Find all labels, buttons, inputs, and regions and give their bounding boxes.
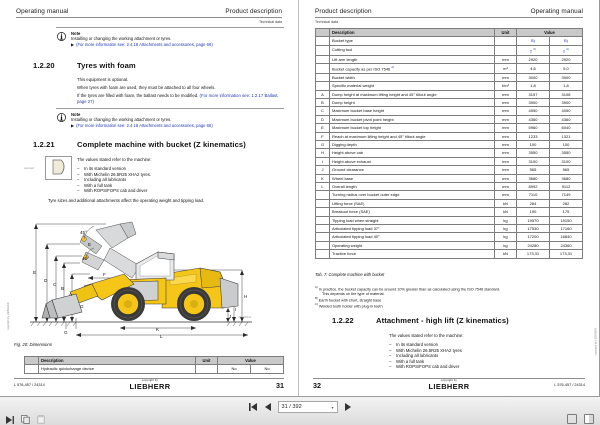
cell-value-2: 3000	[550, 73, 583, 81]
cell-unit: mm	[495, 149, 517, 157]
cell-description: Bucket type	[330, 37, 495, 45]
running-head-rule	[315, 17, 583, 18]
cell-description: Tipping load when straight	[330, 216, 495, 224]
cell-unit: mm	[495, 191, 517, 199]
triangle-bullet-icon: ▶	[71, 41, 75, 47]
svg-text:I: I	[235, 307, 237, 312]
cell-key	[316, 37, 330, 45]
cell-unit: mm	[495, 140, 517, 148]
skip-to-first-icon[interactable]	[248, 402, 259, 413]
svg-text:D: D	[44, 278, 48, 283]
th-description: Description	[39, 357, 196, 365]
heading-1-2-22	[332, 316, 589, 325]
cell-unit	[196, 365, 218, 373]
footnotes-block	[315, 286, 585, 309]
cell-description: Height above cab	[330, 149, 495, 157]
brand-logo	[409, 379, 489, 391]
running-head-left-text: Operating manual	[16, 8, 69, 15]
cell-key	[316, 241, 330, 249]
table-row	[316, 73, 583, 81]
cell-unit: kg	[495, 225, 517, 233]
cell-value-2: 3900	[550, 98, 583, 106]
cell-key: E	[316, 124, 330, 132]
table-row	[316, 182, 583, 190]
th-key	[25, 357, 39, 365]
cell-unit: mm	[495, 115, 517, 123]
cell-unit: mm	[495, 157, 517, 165]
cell-value-2: 3108	[550, 90, 583, 98]
cell-key	[316, 225, 330, 233]
cell-unit: kN	[495, 208, 517, 216]
heading-title: Complete machine with bucket (Z kinematics)	[77, 140, 246, 149]
cell-description: Digging depth	[330, 140, 495, 148]
running-head-left-page	[16, 8, 282, 15]
brand-name: LIEBHERR	[129, 382, 171, 391]
cell-value-1: 190	[517, 208, 550, 216]
th-key	[316, 29, 330, 37]
sub-head-left-page: Technical data	[259, 19, 282, 24]
table-row	[316, 107, 583, 115]
cell-key	[316, 208, 330, 216]
svg-text:K: K	[156, 327, 160, 332]
paste-icon[interactable]	[36, 414, 47, 425]
cell-key: I	[316, 157, 330, 165]
cell-description: Maximum bucket base height	[330, 107, 495, 115]
paragraph-tyre-sizes: Tyre sizes and additional attachments affect the operating weight and tipping load.	[48, 198, 205, 203]
table-header-row	[316, 29, 583, 37]
list-item: – Including all lubricants	[77, 177, 286, 183]
table-row	[316, 140, 583, 148]
heading-title: Attachment - high lift (Z kinematics)	[376, 316, 509, 325]
footer-doc-id: L 576-457 / 24314	[554, 383, 585, 387]
toolbar-left-tools	[4, 414, 47, 425]
cell-value-2: 1,8	[550, 82, 583, 90]
cell-value-2: 3550	[550, 149, 583, 157]
paragraph-optional: This equipment is optional.	[77, 77, 129, 82]
right-page-side-code: copyright by LIEBHERR	[595, 327, 598, 356]
cell-unit	[495, 45, 517, 55]
machine-spec-list-2	[389, 342, 587, 370]
svg-text:G: G	[80, 304, 84, 309]
cell-unit: mm	[495, 132, 517, 140]
cell-description: Hydraulic quickchange device	[39, 365, 196, 373]
cell-value-1: 284	[517, 199, 550, 207]
cell-value-1: 4,6	[517, 63, 550, 73]
cell-value-2: B)	[550, 37, 583, 45]
copy-icon[interactable]	[20, 414, 31, 425]
ballast-cross-reference[interactable]: (For more information see: 1.2.17 Ballast, page 27)	[77, 93, 279, 104]
cell-unit: mm	[495, 73, 517, 81]
list-item: – With Michelin 26.5R25 XHA2 tyres.	[77, 172, 286, 178]
heading-1-2-20	[33, 61, 284, 70]
table-row	[316, 225, 583, 233]
heading-number: 1.2.20	[33, 61, 55, 70]
fit-width-icon[interactable]	[584, 414, 594, 424]
cell-value-1: 3100	[517, 157, 550, 165]
table-row	[316, 63, 583, 73]
cell-key	[316, 45, 330, 55]
running-head-right-text: Product description	[225, 8, 282, 15]
cell-value-1: 565	[517, 166, 550, 174]
note-block-2	[56, 108, 284, 129]
paragraph-values-refer: The values stated refer to the machine:	[77, 157, 152, 162]
svg-text:J: J	[229, 314, 232, 319]
heading-number: 1.2.21	[33, 140, 55, 149]
next-page-icon[interactable]	[342, 402, 353, 413]
cell-value-1: 17200	[517, 233, 550, 241]
footnote-marker: C)	[566, 47, 570, 51]
table-row	[316, 98, 583, 106]
svg-text:H: H	[244, 294, 248, 299]
table-row	[316, 157, 583, 165]
cell-key	[316, 233, 330, 241]
cell-unit: m³	[495, 63, 517, 73]
table-row	[316, 174, 583, 182]
cell-value-1: 1233	[517, 132, 550, 140]
cell-value-1: 4050	[517, 107, 550, 115]
footnote-text-c: Welded tooth holder with plug-in teeth	[318, 304, 383, 309]
cell-key: A	[316, 90, 330, 98]
footnote-mark-a: A)	[315, 286, 318, 289]
table-row	[316, 37, 583, 45]
cell-value-1: 4360	[517, 115, 550, 123]
footnote-c	[315, 303, 585, 309]
heading-title: Tyres with foam	[77, 61, 136, 70]
footer-page-number: 31	[276, 381, 284, 390]
cell-description: Maximum bucket pivot point height	[330, 115, 495, 123]
cell-description: Cutting tool	[330, 45, 495, 55]
th-value: Value	[517, 29, 583, 37]
cell-description: Tractive force	[330, 250, 495, 258]
cell-key: B	[316, 98, 330, 106]
list-item: – With a full tank	[389, 359, 587, 365]
cell-value-2: 100	[550, 140, 583, 148]
cell-value-2: 19150	[550, 216, 583, 224]
table-row	[316, 124, 583, 132]
list-item: – In its standard version	[77, 166, 286, 172]
cell-value-1: 173,31	[517, 250, 550, 258]
cell-value-1: 2920	[517, 55, 550, 63]
cell-value-1: 3900	[517, 98, 550, 106]
cell-key: C	[316, 107, 330, 115]
footnote-marker: C)	[533, 47, 537, 51]
cell-value-2: 565	[550, 166, 583, 174]
note-text: Installing or changing the working attachment or tyres.	[71, 35, 172, 41]
table-header-row	[25, 357, 284, 365]
cell-value-2: 16840	[550, 233, 583, 241]
cell-value-1: 3000	[517, 73, 550, 81]
cell-description: Ground clearance	[330, 166, 495, 174]
cell-key: F	[316, 132, 330, 140]
svg-text:E: E	[88, 242, 92, 247]
note-block-1	[56, 27, 284, 48]
cell-value-1: 24280	[517, 241, 550, 249]
svg-text:C: C	[53, 282, 57, 287]
cell-description: Dump height	[330, 98, 495, 106]
page-indicator-text: 31 / 392	[281, 404, 302, 410]
cell-value-1: 7110	[517, 191, 550, 199]
cell-value-1: B)	[517, 37, 550, 45]
spec-table-body	[316, 37, 583, 258]
brand-logo	[110, 379, 190, 391]
cell-description: Overall length	[330, 182, 495, 190]
th-unit: Unit	[495, 29, 517, 37]
page-indicator-input[interactable]	[278, 401, 338, 413]
table-row	[316, 233, 583, 241]
cell-description: Reach at maximum lifting height and 45° tiltout angle	[330, 132, 495, 140]
table-row	[316, 82, 583, 90]
cell-key	[25, 365, 39, 373]
viewer-toolbar	[0, 396, 600, 425]
svg-text:G: G	[64, 330, 68, 335]
cell-value-2: 175	[550, 208, 583, 216]
brand-name: LIEBHERR	[428, 382, 470, 391]
svg-text:LWL/20012: LWL/20012	[238, 316, 252, 319]
svg-text:45°: 45°	[80, 230, 87, 235]
cell-description: Turning radius over bucket outer edge	[330, 191, 495, 199]
cell-value-2: 3680	[550, 174, 583, 182]
cell-description: Articulated tipping load 40°	[330, 233, 495, 241]
cell-value-1: 3550	[517, 149, 550, 157]
cell-description: Articulated tipping load 37°	[330, 225, 495, 233]
cell-key	[316, 250, 330, 258]
cell-unit: mm	[495, 107, 517, 115]
cell-unit: mm	[495, 174, 517, 182]
cell-description: Height above exhaust	[330, 157, 495, 165]
hydraulic-quickchange-table	[24, 356, 284, 374]
left-page-side-code: copyright by LIEBHERR	[7, 302, 10, 330]
cell-value-2: No	[251, 365, 284, 373]
cell-value-1: 100	[517, 140, 550, 148]
table-row	[316, 191, 583, 199]
running-head-rule	[16, 17, 282, 18]
cell-unit: kN	[495, 250, 517, 258]
figure-dimensions-drawing	[24, 208, 284, 340]
play-icon[interactable]	[4, 414, 15, 425]
cell-description: Lifting force (SAE)	[330, 199, 495, 207]
table-row	[316, 115, 583, 123]
cell-unit: t/m³	[495, 82, 517, 90]
list-item: – With ROPS/FOPS cab and driver	[389, 364, 587, 370]
paragraph-values-refer-2: The values stated refer to the machine:	[389, 333, 464, 338]
table-row	[316, 216, 583, 224]
cell-description: Maximum bucket top height	[330, 124, 495, 132]
note-title: Note	[71, 111, 81, 117]
cell-unit: mm	[495, 182, 517, 190]
cell-description: Wheel base	[330, 174, 495, 182]
svg-text:L: L	[160, 334, 163, 339]
footer-doc-id: L 576-457 / 24314	[14, 383, 45, 387]
cell-value-1: 19570	[517, 216, 550, 224]
footnote-mark-b: B)	[315, 297, 318, 301]
cell-description: Breakout force (SAE)	[330, 208, 495, 216]
footer-page-number: 32	[313, 381, 321, 390]
sub-head-right-page: Technical data	[315, 19, 338, 24]
paragraph-ballast	[77, 93, 284, 104]
table-row	[316, 90, 583, 98]
cell-value-1: 1,8	[517, 82, 550, 90]
bucket-thumbnail-icon	[45, 156, 72, 180]
footnote-marker: A)	[391, 65, 395, 69]
cell-value-2: 1321	[550, 132, 583, 140]
cell-value-2: 3100	[550, 157, 583, 165]
toolbar-right-tools	[567, 414, 594, 424]
cell-description: Specific material weight	[330, 82, 495, 90]
info-icon	[56, 112, 67, 123]
cross-reference-text: (For more information see: 2.4.18 Attachments and accessories, page 66)	[76, 41, 213, 47]
cell-unit: mm	[495, 90, 517, 98]
table-row	[316, 199, 583, 207]
cell-value-1: 3157	[517, 90, 550, 98]
cell-unit: mm	[495, 98, 517, 106]
cell-key: H	[316, 149, 330, 157]
table-row	[316, 45, 583, 55]
running-head-right-page	[315, 8, 583, 15]
cell-value-2: 5,0	[550, 63, 583, 73]
cell-value-1: No	[218, 365, 251, 373]
list-item: – In its standard version	[389, 342, 587, 348]
running-head-left-text: Product description	[315, 8, 372, 15]
running-head-right-text: Operating manual	[530, 8, 583, 15]
fit-page-icon[interactable]	[567, 414, 577, 424]
copyright-text: copyright by	[441, 379, 457, 382]
svg-text:45°: 45°	[82, 256, 89, 261]
cell-key: L	[316, 182, 330, 190]
toolbar-secondary-row	[0, 413, 600, 425]
cell-description: Operating weight	[330, 241, 495, 249]
table-row	[316, 55, 583, 63]
cell-value-2: 4050	[550, 107, 583, 115]
cell-description: Lift arm length	[330, 55, 495, 63]
cell-unit	[495, 37, 517, 45]
cell-value-2: 2 $^{C)}$	[550, 45, 583, 55]
cell-description: Bucket width	[330, 73, 495, 81]
list-item: – With ROPS/FOPS cab and driver	[77, 188, 286, 194]
figure-caption: Fig. 20: Dimensions	[14, 342, 52, 347]
cell-value-2: 4360	[550, 115, 583, 123]
cell-value-2: 282	[550, 199, 583, 207]
cell-value-1: 17530	[517, 225, 550, 233]
cell-unit: kN	[495, 199, 517, 207]
footnote-a-cont: This depends on the type of material.	[322, 292, 385, 297]
cell-key	[316, 63, 330, 73]
cell-key: K	[316, 174, 330, 182]
footnote-text-b: Earth bucket with short, straight base	[318, 298, 382, 303]
cell-value-1: 2 $^{C)}$	[517, 45, 550, 55]
table-row	[316, 241, 583, 249]
table-row	[316, 132, 583, 140]
chevron-down-icon[interactable]: ▾	[331, 404, 334, 410]
note-cross-reference-2[interactable]	[71, 122, 284, 129]
cell-key: D	[316, 115, 330, 123]
cell-value-2: 2920	[550, 55, 583, 63]
note-text: Installing or changing the working attachment or tyres.	[71, 116, 172, 122]
paragraph-four-wheels: When tyres with foam are used, they must be attached to all four wheels.	[77, 85, 216, 90]
table-caption: Tab. 7: Complete machine with bucket	[315, 272, 385, 277]
cell-value-2: 7149	[550, 191, 583, 199]
svg-text:E: E	[33, 270, 37, 275]
th-description: Description	[330, 29, 495, 37]
heading-number: 1.2.22	[332, 316, 354, 325]
cell-unit: mm	[495, 124, 517, 132]
cell-value-1: 5960	[517, 124, 550, 132]
triangle-bullet-icon: ▶	[71, 122, 75, 128]
previous-page-icon[interactable]	[263, 402, 274, 413]
th-value: Value	[218, 357, 284, 365]
footnote-text-a: In practice, the bucket capacity can be around 10% greater than as calculated using the ISO 7546 standard.	[318, 287, 501, 292]
note-title: Note	[71, 30, 81, 36]
cell-description: Dump height at maximum lifting height and 45° tiltout angle	[330, 90, 495, 98]
list-item: – With Michelin 26.5R25 XHA2 tyres	[389, 348, 587, 354]
heading-1-2-21	[33, 140, 290, 149]
page-right[interactable]	[299, 0, 599, 396]
table-row	[316, 250, 583, 258]
cell-description: Bucket capacity as per ISO 7546 $^{A)}$	[330, 63, 495, 73]
cell-unit: mm	[495, 166, 517, 174]
svg-text:F: F	[103, 272, 106, 277]
cell-key	[316, 55, 330, 63]
cell-value-2: 24360	[550, 241, 583, 249]
info-icon	[56, 31, 67, 42]
cell-key: G	[316, 140, 330, 148]
copyright-text: copyright by	[142, 379, 158, 382]
footnote-mark-c: C)	[315, 303, 318, 307]
list-item: – With a full tank	[77, 183, 286, 189]
th-unit: Unit	[196, 357, 218, 365]
svg-text:B: B	[61, 286, 65, 291]
svg-text:A: A	[69, 292, 73, 297]
cell-unit: mm	[495, 55, 517, 63]
cell-key	[316, 191, 330, 199]
cell-key	[316, 199, 330, 207]
paragraph-ballast-text: If the tyres are filled with foam, the ballast needs to be modified.	[77, 93, 200, 98]
cell-value-2: 9112	[550, 182, 583, 190]
cell-value-2: 17160	[550, 225, 583, 233]
cell-key: J	[316, 166, 330, 174]
note-cross-reference-1[interactable]	[71, 41, 284, 48]
table-row	[316, 208, 583, 216]
cell-unit: kg	[495, 241, 517, 249]
cell-value-2: 173,31	[550, 250, 583, 258]
cell-value-1: 3680	[517, 174, 550, 182]
page-left[interactable]	[0, 0, 299, 396]
thumbnail-label: standard	[24, 167, 35, 170]
table-row	[25, 365, 284, 373]
cell-key	[316, 216, 330, 224]
cell-key	[316, 73, 330, 81]
table-row	[316, 166, 583, 174]
table-row	[316, 149, 583, 157]
complete-machine-spec-table	[315, 28, 583, 259]
cell-key	[316, 82, 330, 90]
cell-value-2: 6040	[550, 124, 583, 132]
machine-spec-list	[77, 166, 286, 194]
list-item: – Including all lubricants	[389, 353, 587, 359]
cross-reference-text: (For more information see: 2.4.18 Attachments and accessories, page 66)	[76, 122, 213, 128]
cell-unit: kg	[495, 233, 517, 241]
cell-value-1: 8992	[517, 182, 550, 190]
cell-unit: kg	[495, 216, 517, 224]
